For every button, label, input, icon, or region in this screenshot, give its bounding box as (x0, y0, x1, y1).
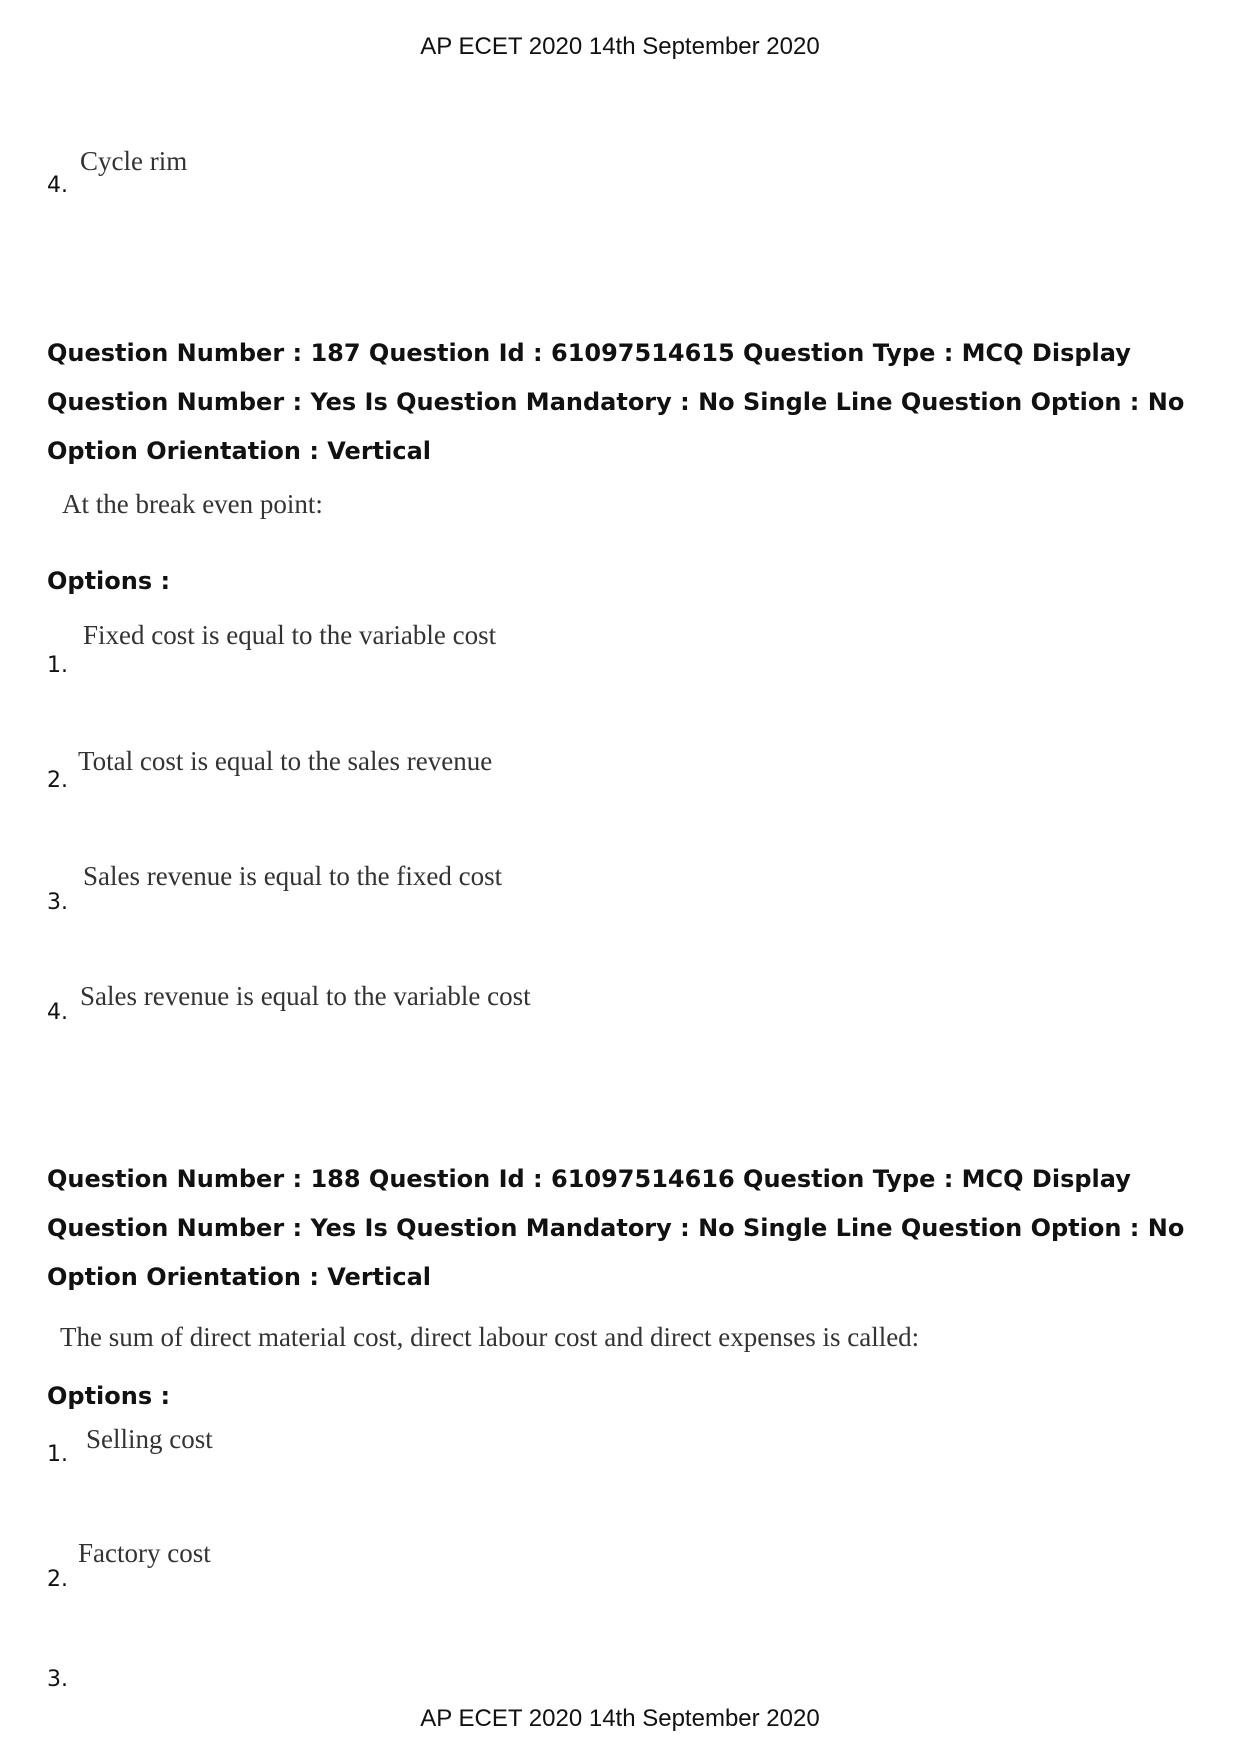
option-text: Sales revenue is equal to the fixed cost (83, 861, 503, 891)
option-text: Fixed cost is equal to the variable cost (83, 620, 497, 650)
options-label: Options : (47, 567, 171, 595)
option-number: 4. (47, 173, 68, 198)
option-number: 4. (47, 1000, 68, 1025)
question-meta: Question Number : 187 Question Id : 61097514615 Question Type : MCQ Display Question Number : Yes Is Question Mandatory : No Single Line Question Option : No Option Orientation : Vertical (47, 339, 1185, 465)
option-number: 2. (47, 1567, 68, 1592)
page-footer: AP ECET 2020 14th September 2020 (420, 1705, 820, 1732)
question-meta: Question Number : 188 Question Id : 61097514616 Question Type : MCQ Display Question Number : Yes Is Question Mandatory : No Single Line Question Option : No Option Orientation : Vertical (47, 1165, 1185, 1291)
option-number: 1. (47, 653, 68, 678)
question-text: The sum of direct material cost, direct labour cost and direct expenses is called: (60, 1322, 920, 1352)
options-label: Options : (47, 1382, 171, 1410)
option-text: Selling cost (86, 1424, 213, 1454)
option-text: Sales revenue is equal to the variable cost (80, 981, 531, 1011)
page-header: AP ECET 2020 14th September 2020 (420, 33, 820, 60)
option-number: 3. (47, 890, 68, 915)
option-text: Factory cost (78, 1538, 211, 1568)
option-number: 3. (47, 1667, 68, 1692)
question-text: At the break even point: (62, 489, 323, 519)
option-number: 1. (47, 1442, 68, 1467)
option-text: Total cost is equal to the sales revenue (78, 746, 493, 776)
option-text: Cycle rim (80, 146, 188, 176)
option-number: 2. (47, 768, 68, 793)
